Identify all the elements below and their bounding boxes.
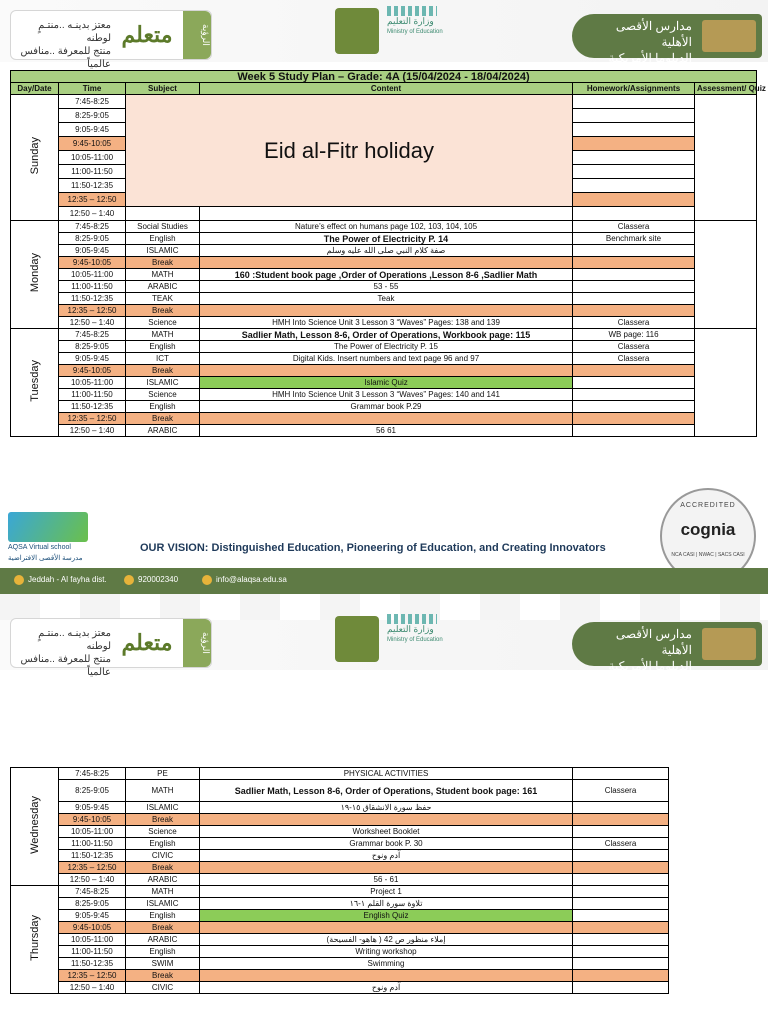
content-cell [200, 365, 573, 377]
time-cell: 10:05-11:00 [59, 934, 126, 946]
time-cell: 7:45-8:25 [59, 221, 126, 233]
homework-cell [573, 193, 695, 207]
content-cell: Writing workshop [200, 946, 573, 958]
subject-cell: Break [126, 970, 200, 982]
school-name: مدارس الأقصى الأهلية [615, 627, 692, 657]
email-text[interactable]: info@alaqsa.edu.sa [216, 575, 287, 585]
homework-cell: Classera [573, 353, 695, 365]
subject-cell: Science [126, 317, 200, 329]
subject-cell: Break [126, 257, 200, 269]
accreditation-bodies: NCA CASI | NWAC | SACS CASI [671, 552, 745, 558]
subject-cell: ARABIC [126, 874, 200, 886]
table-row [11, 221, 757, 233]
time-cell: 11:00-11:50 [59, 165, 126, 179]
subject-cell: TEAK [126, 293, 200, 305]
subject-cell: Break [126, 922, 200, 934]
mutaallem-banner-2 [10, 618, 212, 678]
content-cell: 160 :Student book page ,Order of Operations ,Lesson 8-6 ,Sadlier Math [200, 269, 573, 281]
homework-cell [573, 958, 669, 970]
school-program: الدبلوما الأمريكية [608, 51, 692, 65]
subject-cell: PE [126, 768, 200, 780]
time-cell: 12:50 – 1:40 [59, 874, 126, 886]
subject-cell: ISLAMIC [126, 245, 200, 257]
ministry-mark-icon [387, 6, 437, 16]
tagline-line2: منتج للمعرفة ..منافس عالمياً [20, 46, 111, 70]
content-cell: حفظ سورة الانشقاق ١٥-١٩ [200, 802, 573, 814]
school-crest-icon [702, 628, 756, 660]
time-cell: 8:25-9:05 [59, 898, 126, 910]
vision-tab: الرؤية [183, 619, 211, 667]
subject-cell: SWIM [126, 958, 200, 970]
subject-cell [126, 207, 200, 221]
homework-cell [573, 826, 669, 838]
day-label: Wednesday [28, 796, 41, 854]
content-cell [200, 207, 573, 221]
ministry-name: وزارة التعليم [387, 16, 434, 26]
ministry-logo-2 [335, 616, 445, 666]
homework-cell: Classera [573, 780, 669, 802]
content-cell: Sadlier Math, Lesson 8-6, Order of Operations, Workbook page: 115 [200, 329, 573, 341]
table-row [11, 425, 757, 437]
homework-cell [573, 269, 695, 281]
homework-cell [573, 886, 669, 898]
homework-cell [573, 151, 695, 165]
subject-cell: CIVIC [126, 850, 200, 862]
subject-cell: MATH [126, 886, 200, 898]
tagline-line2: منتج للمعرفة ..منافس عالمياً [20, 654, 111, 678]
subject-cell: MATH [126, 780, 200, 802]
table-row [11, 365, 757, 377]
subject-cell: Break [126, 365, 200, 377]
table-row [11, 922, 669, 934]
time-cell: 9:05-9:45 [59, 802, 126, 814]
table-row [11, 898, 669, 910]
time-cell: 7:45-8:25 [59, 95, 126, 109]
day-cell [11, 886, 59, 994]
phone-icon [124, 575, 134, 585]
time-cell: 12:50 – 1:40 [59, 982, 126, 994]
subject-cell: CIVIC [126, 982, 200, 994]
homework-cell: Classera [573, 341, 695, 353]
time-cell: 7:45-8:25 [59, 329, 126, 341]
time-cell: 11:50-12:35 [59, 850, 126, 862]
time-cell: 9:05-9:45 [59, 353, 126, 365]
col-subject: Subject [126, 83, 200, 95]
subject-cell: English [126, 401, 200, 413]
subject-cell: English [126, 341, 200, 353]
table-row [11, 95, 757, 109]
homework-cell [573, 413, 695, 425]
subject-cell: MATH [126, 269, 200, 281]
tagline-line1: معتز بدينـه ..منتـمٍ لوطنه [38, 628, 111, 652]
table-row [11, 341, 757, 353]
homework-cell [573, 281, 695, 293]
homework-cell [573, 970, 669, 982]
avs-name-ar: مدرسة الأقصى الافتراضية [8, 555, 83, 562]
col-homework: Homework/Assignments [573, 83, 695, 95]
time-cell: 11:50-12:35 [59, 293, 126, 305]
ministry-mark-icon [387, 614, 437, 624]
subject-cell: ICT [126, 353, 200, 365]
homework-cell [573, 377, 695, 389]
mutaallem-banner [10, 10, 212, 70]
time-cell: 11:00-11:50 [59, 946, 126, 958]
day-label: Tuesday [28, 360, 41, 402]
homework-cell [573, 389, 695, 401]
time-cell: 8:25-9:05 [59, 109, 126, 123]
content-cell: آدم ونوح [200, 850, 573, 862]
time-cell: 12:35 – 12:50 [59, 862, 126, 874]
time-cell: 9:05-9:45 [59, 245, 126, 257]
content-cell [200, 305, 573, 317]
assessment-cell [695, 95, 757, 221]
table-row [11, 934, 669, 946]
assessment-cell [695, 221, 757, 329]
accredited-label: ACCREDITED [680, 502, 736, 509]
content-cell: Digital Kids. Insert numbers and text page 96 and 97 [200, 353, 573, 365]
table-row [11, 910, 669, 922]
homework-cell [573, 425, 695, 437]
school-name: مدارس الأقصى الأهلية [615, 19, 692, 49]
location-text: Jeddah - Al fayha dist. [28, 575, 107, 585]
content-cell: Grammar book P. 30 [200, 838, 573, 850]
content-cell: Nature’s effect on humans page 102, 103, 104, 105 [200, 221, 573, 233]
homework-cell [573, 814, 669, 826]
subject-cell: Break [126, 305, 200, 317]
brand-logo: متعلم [121, 630, 173, 655]
crest-icon [335, 8, 379, 54]
content-cell: Sadlier Math, Lesson 8-6, Order of Operations, Student book page: 161 [200, 780, 573, 802]
time-cell: 7:45-8:25 [59, 768, 126, 780]
avs-name: AQSA Virtual school [8, 544, 71, 551]
ministry-name-en: Ministry of Education [387, 29, 443, 35]
subject-cell: MATH [126, 329, 200, 341]
homework-cell [573, 365, 695, 377]
time-cell: 9:45-10:05 [59, 922, 126, 934]
phone-text: 920002340 [138, 575, 179, 585]
homework-cell [573, 123, 695, 137]
location-item [14, 575, 107, 585]
content-cell: Worksheet Booklet [200, 826, 573, 838]
subject-cell: ISLAMIC [126, 377, 200, 389]
vision-tab: الرؤية [183, 11, 211, 59]
subject-cell: ARABIC [126, 934, 200, 946]
content-cell: Grammar book P.29 [200, 401, 573, 413]
homework-cell [573, 207, 695, 221]
content-cell [200, 257, 573, 269]
col-day: Day/Date [11, 83, 59, 95]
content-cell [200, 970, 573, 982]
homework-cell [573, 109, 695, 123]
time-cell: 12:50 – 1:40 [59, 317, 126, 329]
time-cell: 8:25-9:05 [59, 780, 126, 802]
subject-cell: English [126, 233, 200, 245]
virtual-school-logo [8, 512, 103, 570]
day-cell [11, 95, 59, 221]
table-row [11, 946, 669, 958]
study-plan-table-2 [10, 767, 669, 994]
phone-item [124, 575, 178, 585]
location-icon [14, 575, 24, 585]
assessment-cell [695, 329, 757, 437]
email-icon [202, 575, 212, 585]
page2-header [0, 608, 768, 678]
table-row [11, 245, 757, 257]
avs-logo-icon [8, 512, 88, 542]
table-row [11, 768, 669, 780]
time-cell: 12:50 – 1:40 [59, 425, 126, 437]
day-label: Thursday [28, 915, 41, 961]
homework-cell [573, 922, 669, 934]
col-time: Time [59, 83, 126, 95]
homework-cell [573, 982, 669, 994]
homework-cell [573, 179, 695, 193]
subject-cell: ISLAMIC [126, 898, 200, 910]
day-label: Monday [28, 253, 41, 293]
content-cell [200, 413, 573, 425]
table-row [11, 317, 757, 329]
subject-cell: English [126, 838, 200, 850]
content-cell: The Power of Electricity P. 15 [200, 341, 573, 353]
homework-cell [573, 165, 695, 179]
day-cell [11, 221, 59, 329]
subject-cell: Break [126, 814, 200, 826]
homework-cell [573, 874, 669, 886]
time-cell: 10:05-11:00 [59, 826, 126, 838]
content-cell: Islamic Quiz [200, 377, 573, 389]
time-cell: 9:45-10:05 [59, 814, 126, 826]
homework-cell [573, 850, 669, 862]
homework-cell [573, 934, 669, 946]
subject-cell: English [126, 910, 200, 922]
brand-logo: متعلم [121, 22, 173, 47]
time-cell: 8:25-9:05 [59, 233, 126, 245]
content-cell: HMH Into Science Unit 3 Lesson 3 “Waves” Pages: 138 and 139 [200, 317, 573, 329]
table-row [11, 207, 757, 221]
homework-cell: Classera [573, 317, 695, 329]
homework-cell [573, 768, 669, 780]
homework-cell [573, 245, 695, 257]
table-row [11, 233, 757, 245]
homework-cell [573, 305, 695, 317]
time-cell: 9:45-10:05 [59, 257, 126, 269]
table-row [11, 826, 669, 838]
ministry-name-en: Ministry of Education [387, 637, 443, 643]
plan-title: Week 5 Study Plan – Grade: 4A (15/04/2024 - 18/04/2024) [11, 71, 757, 83]
content-cell: PHYSICAL ACTIVITIES [200, 768, 573, 780]
homework-cell: Classera [573, 838, 669, 850]
content-cell: صفة كلام النبي صلى الله عليه وسلم [200, 245, 573, 257]
time-cell: 12:35 – 12:50 [59, 970, 126, 982]
homework-cell: Classera [573, 221, 695, 233]
vision-statement: OUR VISION: Distinguished Education, Pioneering of Education, and Creating Innovators [140, 542, 606, 554]
table-row [11, 269, 757, 281]
content-cell: English Quiz [200, 910, 573, 922]
subject-cell: ISLAMIC [126, 802, 200, 814]
time-cell: 12:50 – 1:40 [59, 207, 126, 221]
time-cell: 7:45-8:25 [59, 886, 126, 898]
content-cell: Teak [200, 293, 573, 305]
homework-cell: Benchmark site [573, 233, 695, 245]
homework-cell [573, 257, 695, 269]
table-row [11, 886, 669, 898]
ministry-name: وزارة التعليم [387, 624, 434, 634]
content-cell [200, 814, 573, 826]
homework-cell [573, 95, 695, 109]
subject-cell: ARABIC [126, 281, 200, 293]
table-row [11, 389, 757, 401]
time-cell: 11:50-12:35 [59, 958, 126, 970]
content-cell [200, 922, 573, 934]
email-item[interactable] [202, 575, 287, 585]
table-row [11, 353, 757, 365]
table-row [11, 257, 757, 269]
tagline-line1: معتز بدينـه ..منتـمٍ لوطنه [38, 20, 111, 44]
time-cell: 11:50-12:35 [59, 179, 126, 193]
time-cell: 9:45-10:05 [59, 365, 126, 377]
content-cell: 56 - 61 [200, 874, 573, 886]
time-cell: 12:35 – 12:50 [59, 413, 126, 425]
school-logo [572, 14, 762, 65]
contact-footer [0, 568, 768, 594]
content-cell: 56 61 [200, 425, 573, 437]
table-row [11, 874, 669, 886]
time-cell: 11:00-11:50 [59, 389, 126, 401]
col-content: Content [200, 83, 573, 95]
homework-cell [573, 137, 695, 151]
homework-cell [573, 910, 669, 922]
table-row [11, 413, 757, 425]
subject-cell: Science [126, 389, 200, 401]
content-cell: Swimming [200, 958, 573, 970]
homework-cell [573, 862, 669, 874]
tagline [17, 19, 111, 71]
table-row [11, 850, 669, 862]
study-plan-table [10, 70, 766, 437]
time-cell: 12:35 – 12:50 [59, 305, 126, 317]
time-cell: 9:05-9:45 [59, 910, 126, 922]
table-row [11, 982, 669, 994]
content-cell: Project 1 [200, 886, 573, 898]
content-cell: إملاء منظور ص 42 ( هاهو- الفسيحة) [200, 934, 573, 946]
homework-cell [573, 401, 695, 413]
time-cell: 10:05-11:00 [59, 377, 126, 389]
homework-cell [573, 293, 695, 305]
cognia-name: cognia [680, 520, 736, 539]
content-cell: تلاوة سورة القلم ١-١٦ [200, 898, 573, 910]
subject-cell: Break [126, 413, 200, 425]
table-row [11, 293, 757, 305]
school-logo-2 [572, 622, 762, 673]
table-row [11, 838, 669, 850]
col-assessment: Assessment/ Quiz [695, 83, 757, 95]
time-cell: 12:35 – 12:50 [59, 193, 126, 207]
table-row [11, 970, 669, 982]
table-row [11, 329, 757, 341]
school-program: الدبلوما الأمريكية [608, 659, 692, 673]
time-cell: 8:25-9:05 [59, 341, 126, 353]
subject-cell: Social Studies [126, 221, 200, 233]
time-cell: 11:50-12:35 [59, 401, 126, 413]
table-row [11, 401, 757, 413]
table-row [11, 281, 757, 293]
content-cell: 53 - 55 [200, 281, 573, 293]
holiday-cell: Eid al-Fitr holiday [126, 95, 573, 207]
content-cell: HMH Into Science Unit 3 Lesson 3 “Waves” Pages: 140 and 141 [200, 389, 573, 401]
time-cell: 9:05-9:45 [59, 123, 126, 137]
subject-cell: Break [126, 862, 200, 874]
time-cell: 11:00-11:50 [59, 281, 126, 293]
crest-icon [335, 616, 379, 662]
ministry-logo [335, 8, 445, 58]
day-cell [11, 768, 59, 886]
homework-cell [573, 946, 669, 958]
time-cell: 11:00-11:50 [59, 838, 126, 850]
day-cell [11, 329, 59, 437]
subject-cell: Science [126, 826, 200, 838]
table-row [11, 780, 669, 802]
subject-cell: English [126, 946, 200, 958]
time-cell: 10:05-11:00 [59, 151, 126, 165]
table-row [11, 305, 757, 317]
page-header [0, 0, 768, 70]
table-row [11, 377, 757, 389]
homework-cell [573, 802, 669, 814]
table-row [11, 862, 669, 874]
homework-cell: WB page: 116 [573, 329, 695, 341]
table-row [11, 802, 669, 814]
homework-cell [573, 898, 669, 910]
content-cell [200, 862, 573, 874]
table-row [11, 958, 669, 970]
table-row [11, 814, 669, 826]
content-cell: آدم ونوح [200, 982, 573, 994]
subject-cell: ARABIC [126, 425, 200, 437]
day-label: Sunday [28, 137, 41, 175]
time-cell: 10:05-11:00 [59, 269, 126, 281]
content-cell: The Power of Electricity P. 14 [200, 233, 573, 245]
time-cell: 9:45-10:05 [59, 137, 126, 151]
school-crest-icon [702, 20, 756, 52]
